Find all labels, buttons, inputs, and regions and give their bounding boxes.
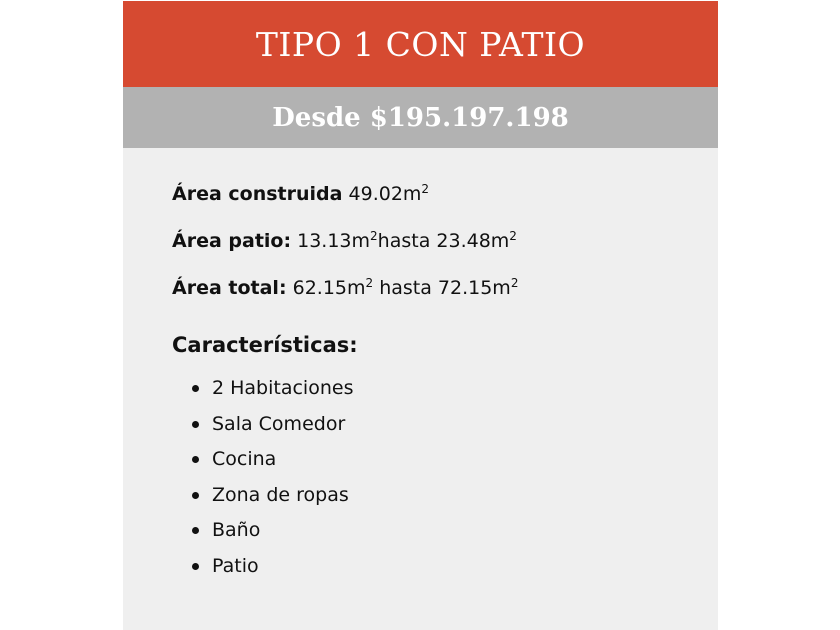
spec-value: 62.15m xyxy=(292,277,366,299)
spec-patio-area xyxy=(172,230,718,252)
spec-value: 13.13m xyxy=(297,230,371,252)
list-item xyxy=(192,442,718,478)
features-heading: Características: xyxy=(172,333,358,357)
bullet-icon xyxy=(192,527,199,534)
bullet-icon xyxy=(192,385,199,392)
feature-label: 2 Habitaciones xyxy=(212,377,354,399)
superscript: 2 xyxy=(421,182,430,196)
superscript: 2 xyxy=(365,276,374,290)
list-item xyxy=(192,407,718,443)
spec-label: Área construida xyxy=(172,183,343,205)
spec-label: Área total: xyxy=(172,277,287,299)
features-list xyxy=(172,371,718,584)
bullet-icon xyxy=(192,421,199,428)
list-item xyxy=(192,549,718,585)
superscript: 2 xyxy=(510,276,519,290)
feature-label: Zona de ropas xyxy=(212,483,349,506)
unit-card xyxy=(123,1,718,630)
spec-label: Área patio: xyxy=(172,230,292,252)
feature-label: Cocina xyxy=(212,448,277,470)
spec-total-area xyxy=(172,277,718,299)
spec-value: hasta 23.48m xyxy=(377,230,510,252)
unit-price: Desde $195.197.198 xyxy=(123,87,718,148)
unit-title: TIPO 1 CON PATIO xyxy=(123,1,718,87)
feature-label: Patio xyxy=(212,554,259,577)
feature-label: Sala Comedor xyxy=(212,412,346,435)
spec-value: hasta 72.15m xyxy=(373,277,511,299)
superscript: 2 xyxy=(370,229,378,243)
bullet-icon xyxy=(192,492,199,499)
feature-label: Baño xyxy=(212,519,261,541)
spec-value: 49.02m xyxy=(348,183,422,205)
list-item xyxy=(192,513,718,549)
card-body xyxy=(123,148,718,584)
list-item xyxy=(192,478,718,514)
spec-built-area xyxy=(172,183,718,205)
superscript: 2 xyxy=(509,229,517,243)
bullet-icon xyxy=(192,563,199,570)
bullet-icon xyxy=(192,456,199,463)
list-item xyxy=(192,371,718,407)
